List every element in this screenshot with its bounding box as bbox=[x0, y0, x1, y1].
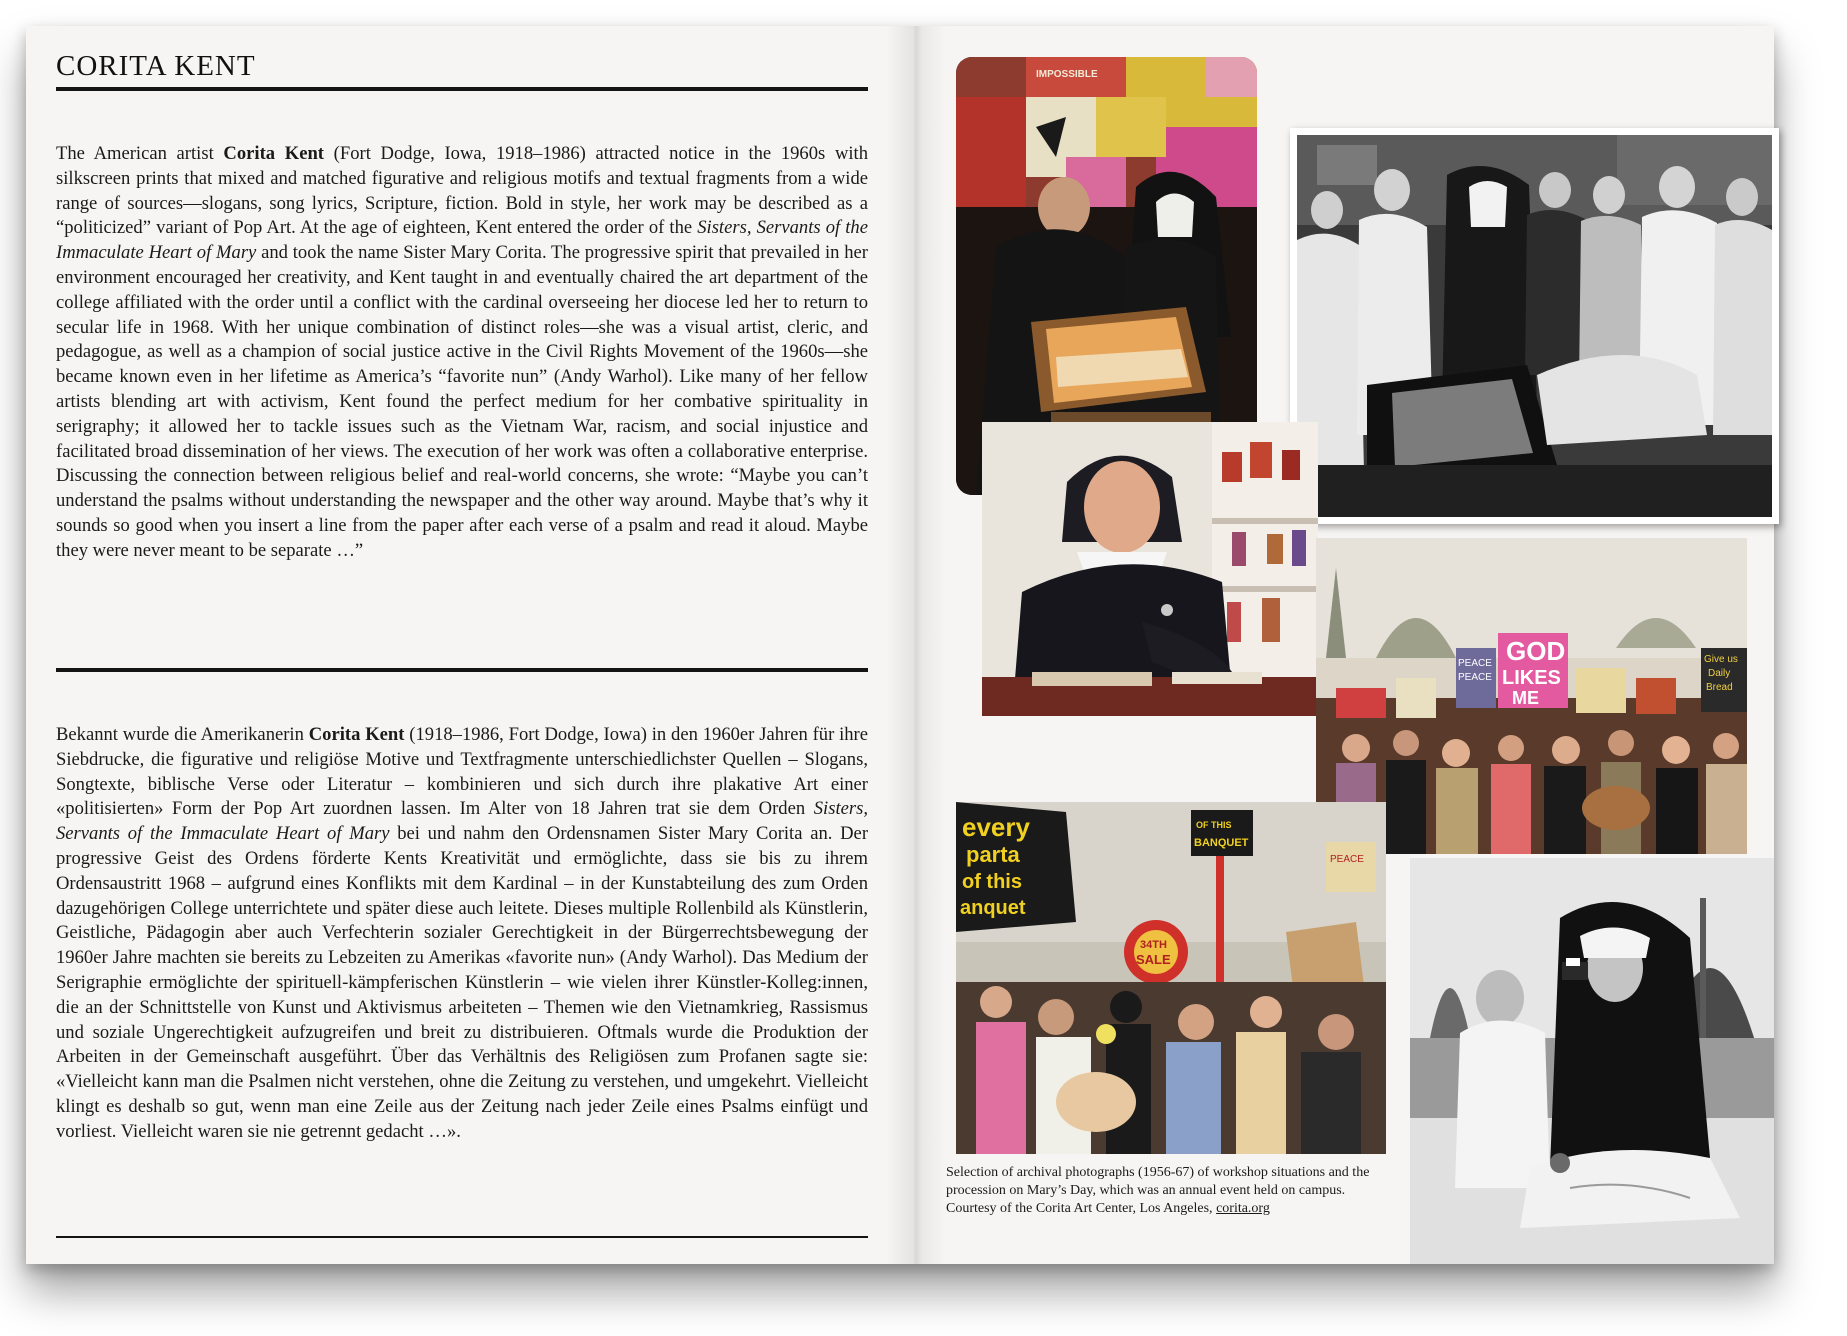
page-title: CORITA KENT bbox=[56, 50, 256, 82]
bottom-rule bbox=[56, 1236, 868, 1238]
photo-caption: Selection of archival photographs (1956-67) of workshop situations and the procession on Mary’s Day, which was an annual event held on campus. Courtesy of the Corita Art Center, Los Angeles, corita.org bbox=[946, 1165, 1370, 1216]
right-page bbox=[946, 26, 1774, 1264]
sign-peace-3: PEACE bbox=[1330, 854, 1364, 865]
photo-nun-camera bbox=[1410, 858, 1774, 1264]
photo-banquet-parade bbox=[956, 802, 1386, 1154]
left-page bbox=[56, 26, 868, 1264]
photo-workshop-bw bbox=[1290, 128, 1779, 524]
title-rule bbox=[56, 87, 868, 91]
sign-god: GOD bbox=[1506, 636, 1566, 666]
sign-give-us: Give us bbox=[1704, 654, 1738, 665]
sign-peace-1: PEACE bbox=[1458, 658, 1492, 669]
sign-peace-2: PEACE bbox=[1458, 672, 1492, 683]
german-text: Bekannt wurde die Amerikanerin Corita Kent (1918–1986, Fort Dodge, Iowa) in den 1960er Jahren für ihre Siebdrucke, die figurative und religiöse Motive und Textfragmente unterschiedlichster Quellen – Slogans, Songtexte, biblische Verse oder Literatur – kombinieren und sich durch ihre plakative Art einer «politisierten» Form der Pop Art zuordnen lassen. Im Alter von 18 Jahren trat sie dem Orden Sisters, Servants of the Immaculate Heart of Mary bei und nahm den Ordensnamen Sister Mary Corita an. Der progressive Geist des Ordens förderte Kents Kreativität und ermöglichte, dass sie bis zu ihrem Ordensaustritt 1968 – aufgrund eines Konflikts mit dem Kardinal – in der Kunstabteilung des zum Orden dazugehörigen College unterrichtete und später diese auch leitete. Dieses multiple Rollenbild als Künstlerin, Geistliche, Pädagogin aber auch Verfechterin sozialer Gerechtigkeit in der Bürgerrechtsbewegung der 1960er Jahre machten sie bereits zu Lebzeiten zu Amerikas «favorite nun» (Andy Warhol). Das Medium der Serigraphie ermöglichte der spirituell-kämpferischen Künstlerin – wie vielen ihrer Künstler-Kolleg:innen, die an der Schnittstelle von Kunst und Aktivismus arbeiteten – Themen wie den Vietnamkrieg, Rassismus und soziale Ungerechtigkeit aufzugreifen und breit zu distribuieren. Oftmals wurde die Produktion der Arbeiten in der Gemeinschaft ausgeführt. Über das Verhältnis des Religiösen zum Profanen sagte sie: «Vielleicht kann man die Psalmen nicht verstehen, ohne die Zeitung zu verstehen, und umgekehrt. Vielleicht klingt es deshalb so gut, wenn man eine Zeile aus der Zeitung nach jeder Zeile eines Psalms einfügt und vorliest. Vielleicht waren sie nie getrennt gedacht …». bbox=[56, 724, 869, 1142]
photo-nun-working bbox=[982, 422, 1318, 716]
sign-me: ME bbox=[1512, 688, 1539, 708]
section-rule bbox=[56, 668, 868, 672]
book-spread bbox=[26, 26, 1774, 1264]
sign-parta: parta bbox=[966, 842, 1020, 867]
photo-credit: Courtesy of the Corita Art Center, Los Angeles, bbox=[946, 1201, 1217, 1216]
sign-34th: 34TH bbox=[1140, 939, 1167, 951]
book-gutter-shadow bbox=[886, 26, 946, 1264]
sign-bread: Bread bbox=[1706, 682, 1733, 693]
corita-link[interactable]: corita.org bbox=[1216, 1201, 1270, 1216]
order-name-de: Sisters, Servants of the Immaculate Heart of Mary bbox=[56, 798, 868, 845]
sign-sale: SALE bbox=[1136, 952, 1171, 967]
sign-banquet-2: BANQUET bbox=[1194, 837, 1249, 849]
english-text: The American artist Corita Kent (Fort Dodge, Iowa, 1918–1986) attracted notice in the 1960s with silkscreen prints that mixed and matched figurative and religious motifs and textual fragments from a wide range of sources—slogans, song lyrics, Scripture, fiction. Bold in style, her work may be described as a “politicized” variant of Pop Art. At the age of eighteen, Kent entered the order of the Sisters, Servants of the Immaculate Heart of Mary and took the name Sister Mary Corita. The progressive spirit that prevailed in her environment encouraged her creativity, and Kent taught in and eventually chaired the art department of the college affiliated with the order until a conflict with the cardinal overseeing her diocese led her to return to secular life in 1968. With her unique combination of distinct roles—she was a visual artist, cleric, and pedagogue, as well as a champion of social justice active in the Civil Rights Movement of the 1960s—she became known even in her lifetime as America’s “favorite nun” (Andy Warhol). Like many of her fellow artists blending art with activism, Kent found the perfect medium for her combative spirituality in serigraphy; it allowed her to tackle issues such as the Vietnam War, racism, and social injustice and facilitated broad dissemination of her views. The execution of her work was often a collaborative enterprise. Discussing the connection between religious belief and real-world concerns, she wrote: “Maybe you can’t understand the psalms without understanding the newspaper and the other way around. Maybe that’s why it sounds so good when you insert a line from the paper after each verse of a psalm and read it aloud. Maybe they were never meant to be separate …” bbox=[56, 143, 869, 561]
sign-impossible: IMPOSSIBLE bbox=[1036, 69, 1098, 80]
artist-name-de: Corita Kent bbox=[308, 724, 405, 745]
order-name: Sisters, Servants of the Immaculate Heart of Mary bbox=[56, 217, 868, 264]
sign-likes: LIKES bbox=[1502, 667, 1561, 689]
sign-anquet: anquet bbox=[960, 897, 1026, 919]
artist-name: Corita Kent bbox=[223, 143, 324, 164]
sign-every: every bbox=[962, 812, 1030, 842]
sign-daily: Daily bbox=[1708, 668, 1731, 679]
sign-of-this-2: OF THIS bbox=[1196, 820, 1232, 830]
sign-of-this: of this bbox=[962, 871, 1022, 893]
